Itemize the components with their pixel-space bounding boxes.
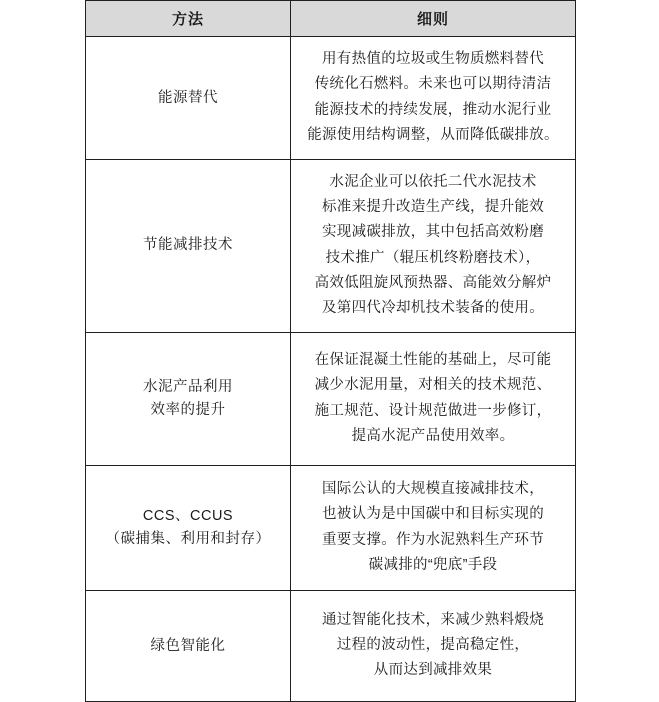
- table-row: [86, 590, 576, 701]
- method-cell: 绿色智能化: [86, 590, 291, 701]
- table-row: [86, 332, 576, 465]
- method-cell: 节能减排技术: [86, 159, 291, 332]
- method-cell: CCS、CCUS （碳捕集、利用和封存）: [86, 465, 291, 590]
- table-row: [86, 37, 576, 160]
- column-header-details: 细则: [291, 1, 576, 37]
- measures-table: [85, 0, 576, 702]
- table-row: [86, 159, 576, 332]
- method-cell: 水泥产品利用 效率的提升: [86, 332, 291, 465]
- detail-cell: 在保证混凝土性能的基础上，尽可能 减少水泥用量，对相关的技术规范、 施工规范、设计规范做进一步修订， 提高水泥产品使用效率。: [291, 332, 576, 465]
- detail-cell: 通过智能化技术，来减少熟料煅烧 过程的波动性，提高稳定性， 从而达到减排效果: [291, 590, 576, 701]
- method-cell: 能源替代: [86, 37, 291, 160]
- detail-cell: 用有热值的垃圾或生物质燃料替代 传统化石燃料。未来也可以期待清洁 能源技术的持续发展，推动水泥行业 能源使用结构调整，从而降低碳排放。: [291, 37, 576, 160]
- detail-cell: 国际公认的大规模直接减排技术， 也被认为是中国碳中和目标实现的 重要支撑。作为水泥熟料生产环节 碳减排的“兜底”手段: [291, 465, 576, 590]
- table-wrapper: [85, 0, 575, 702]
- detail-cell: 水泥企业可以依托二代水泥技术 标准来提升改造生产线，提升能效 实现减碳排放，其中包括高效粉磨 技术推广（辊压机终粉磨技术）， 高效低阻旋风预热器、高能效分解炉 及第四代冷却机技术装备的使用。: [291, 159, 576, 332]
- table-body: [86, 37, 576, 702]
- table-header-row: [86, 1, 576, 37]
- table-header: [86, 1, 576, 37]
- column-header-method: 方法: [86, 1, 291, 37]
- table-row: [86, 465, 576, 590]
